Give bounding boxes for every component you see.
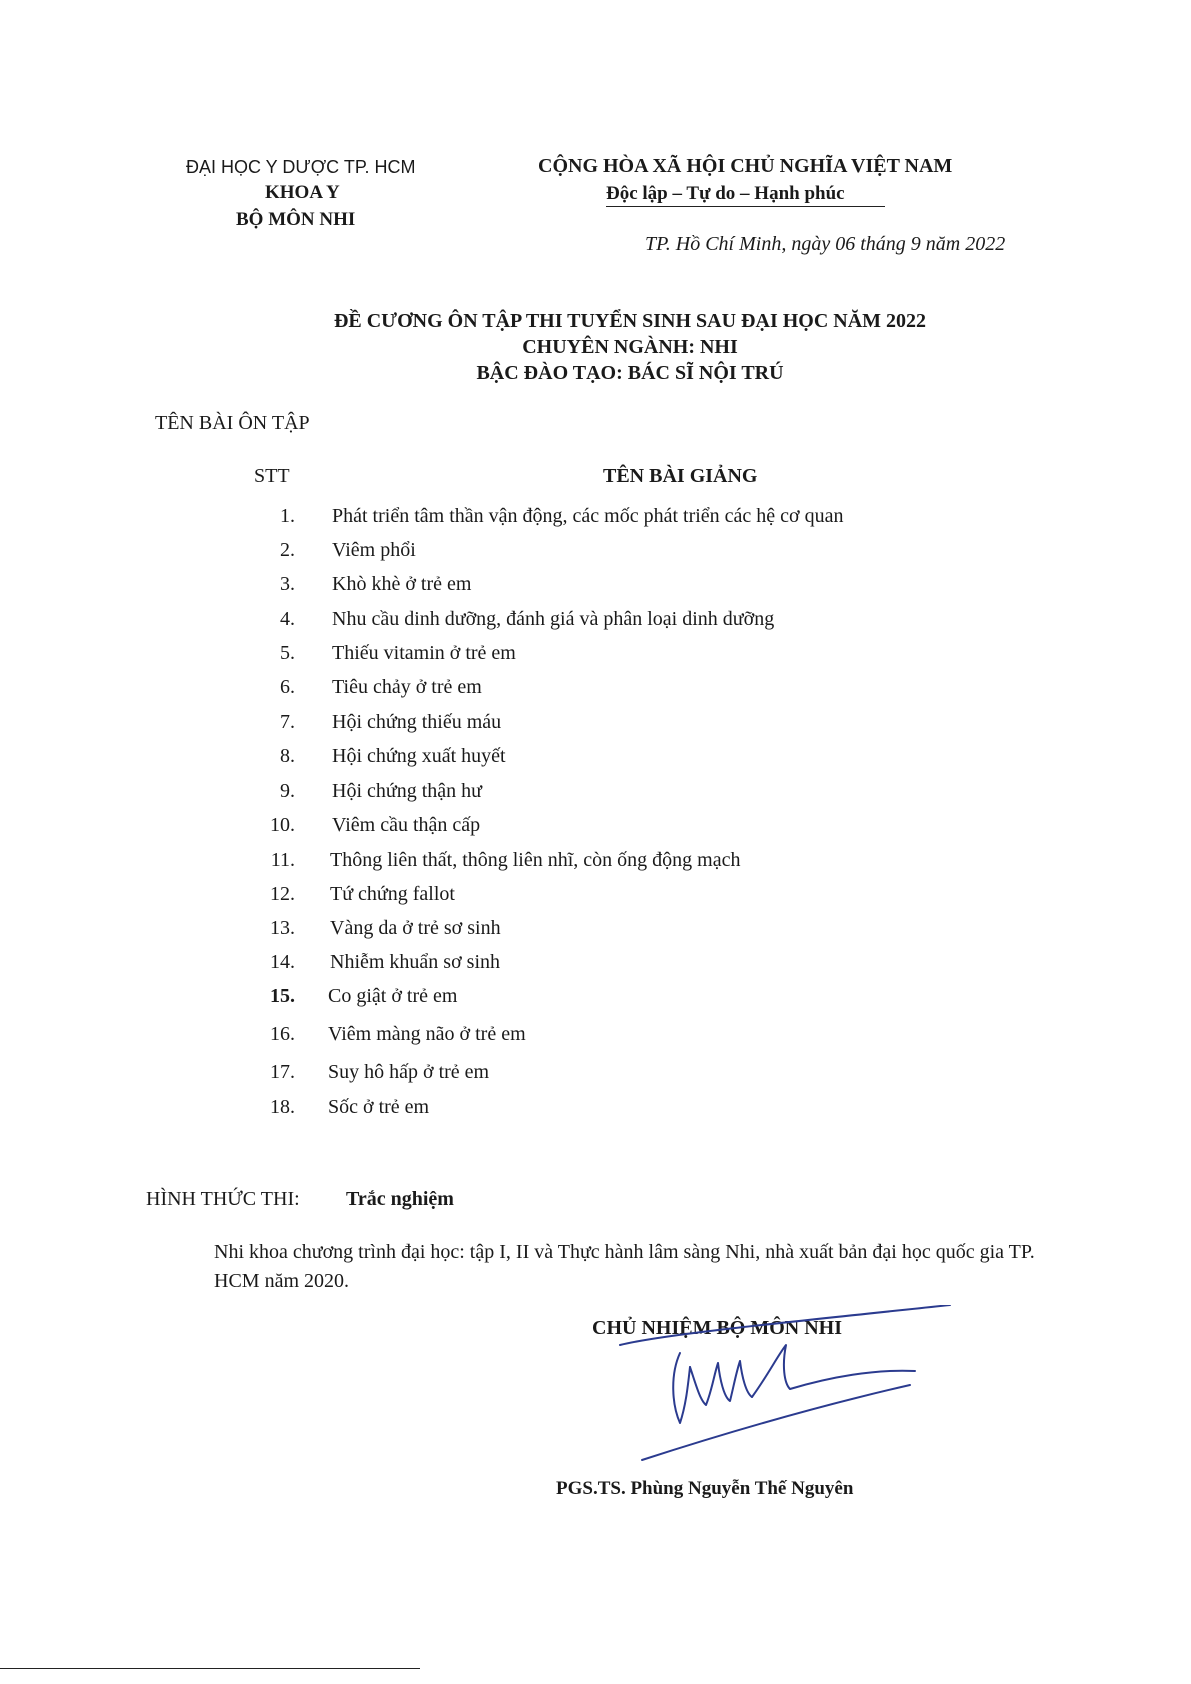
- university-name: ĐẠI HỌC Y DƯỢC TP. HCM: [186, 157, 416, 177]
- row-number: 11.: [270, 849, 295, 871]
- row-title: Hội chứng xuất huyết: [332, 745, 506, 767]
- row-number: 4.: [280, 608, 295, 630]
- training-level-line: BẬC ĐÀO TẠO: BÁC SĨ NỘI TRÚ: [476, 362, 784, 384]
- row-number: 1.: [280, 505, 295, 527]
- document-title: ĐỀ CƯƠNG ÔN TẬP THI TUYỂN SINH SAU ĐẠI HỌC NĂM 2022: [333, 310, 927, 332]
- faculty-name: KHOA Y: [265, 182, 340, 203]
- row-title: Thiếu vitamin ở trẻ em: [332, 642, 516, 664]
- row-number: 5.: [280, 642, 295, 664]
- row-title: Co giật ở trẻ em: [328, 985, 458, 1007]
- review-heading: TÊN BÀI ÔN TẬP: [155, 412, 310, 434]
- row-number: 12.: [270, 883, 295, 905]
- row-title: Vàng da ở trẻ sơ sinh: [330, 917, 501, 939]
- department-name: BỘ MÔN NHI: [236, 209, 356, 230]
- exam-format-label: HÌNH THỨC THI:: [146, 1188, 300, 1210]
- row-number: 17.: [270, 1061, 295, 1083]
- exam-format-value: Trắc nghiệm: [346, 1188, 454, 1210]
- row-title: Viêm màng não ở trẻ em: [328, 1023, 526, 1045]
- row-number: 18.: [270, 1096, 295, 1118]
- row-number: 7.: [280, 711, 295, 733]
- row-number: 9.: [280, 780, 295, 802]
- signatory-name: PGS.TS. Phùng Nguyễn Thế Nguyên: [556, 1478, 854, 1499]
- row-title: Tứ chứng fallot: [330, 883, 455, 905]
- date-line: TP. Hồ Chí Minh, ngày 06 tháng 9 năm 2022: [645, 233, 1006, 255]
- specialty-line: CHUYÊN NGÀNH: NHI: [522, 336, 738, 358]
- row-title: Viêm cầu thận cấp: [332, 814, 481, 836]
- column-header-no: STT: [254, 465, 290, 487]
- row-number: 15.: [270, 985, 295, 1007]
- row-title: Viêm phổi: [332, 539, 416, 561]
- row-number: 13.: [270, 917, 295, 939]
- column-header-title: TÊN BÀI GIẢNG: [603, 465, 758, 487]
- handwritten-signature: [600, 1305, 960, 1465]
- row-number: 16.: [270, 1023, 295, 1045]
- row-title: Thông liên thất, thông liên nhĩ, còn ống động mạch: [330, 849, 741, 871]
- row-title: Sốc ở trẻ em: [328, 1096, 430, 1118]
- row-number: 8.: [280, 745, 295, 767]
- row-title: Hội chứng thận hư: [332, 780, 482, 802]
- row-title: Phát triển tâm thần vận động, các mốc phát triển các hệ cơ quan: [332, 505, 844, 527]
- row-number: 6.: [280, 676, 295, 698]
- page-bottom-rule: [0, 1668, 420, 1669]
- row-title: Hội chứng thiếu máu: [332, 711, 502, 733]
- row-number: 2.: [280, 539, 295, 561]
- row-title: Tiêu chảy ở trẻ em: [332, 676, 482, 698]
- row-title: Nhiễm khuẩn sơ sinh: [330, 951, 501, 973]
- row-number: 14.: [270, 951, 295, 973]
- reference-text: Nhi khoa chương trình đại học: tập I, II và Thực hành lâm sàng Nhi, nhà xuất bản đại học quốc gia TP. HCM năm 2020.: [214, 1241, 1035, 1292]
- row-title: Khò khè ở trẻ em: [332, 573, 472, 595]
- signature-title: CHỦ NHIỆM BỘ MÔN NHI: [592, 1317, 842, 1339]
- row-title: Nhu cầu dinh dưỡng, đánh giá và phân loại dinh dưỡng: [332, 608, 775, 630]
- row-title: Suy hô hấp ở trẻ em: [328, 1061, 490, 1083]
- nation-name: CỘNG HÒA XÃ HỘI CHỦ NGHĨA VIỆT NAM: [538, 155, 953, 177]
- row-number: 3.: [280, 573, 295, 595]
- national-motto: Độc lập – Tự do – Hạnh phúc: [606, 183, 885, 207]
- row-number: 10.: [270, 814, 295, 836]
